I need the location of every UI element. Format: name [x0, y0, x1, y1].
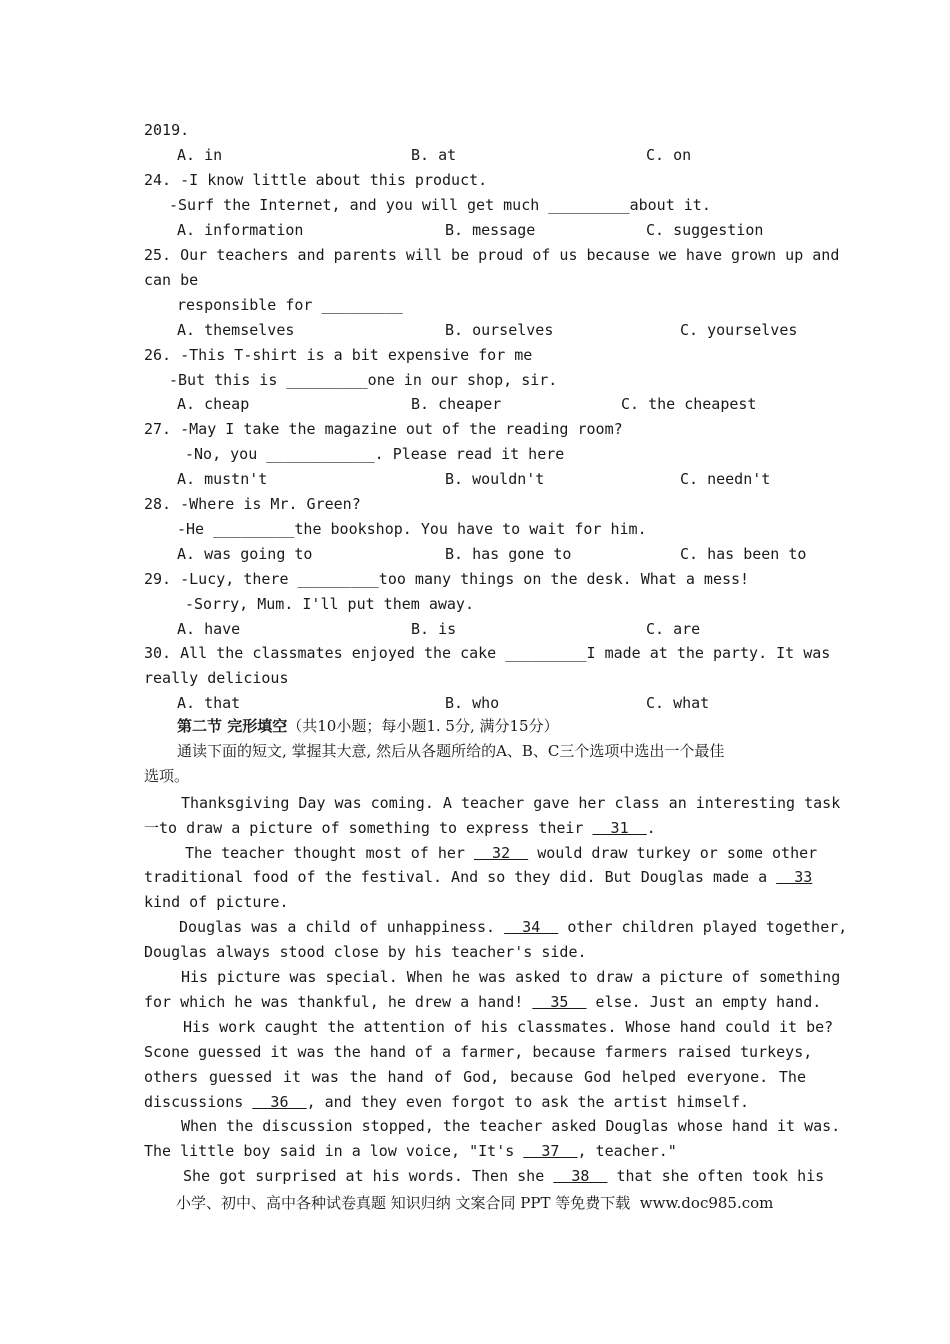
q25-line-1: 25. Our teachers and parents will be proud of us because we have grown up and	[144, 246, 840, 264]
passage-p1-line-2-post: .	[646, 819, 656, 837]
q24-line-2	[169, 196, 711, 214]
q29-line-2: -Sorry, Mum. I'll put them away.	[185, 595, 474, 613]
q28-option-a: A. was going to	[177, 545, 313, 563]
passage-p5-line-2: Scone guessed it was the hand of a farmer, because farmers raised turkeys,	[144, 1043, 813, 1061]
q28-option-b: B. has gone to	[445, 545, 572, 563]
q24-option-c: C. suggestion	[646, 221, 764, 239]
blank-36: 36	[252, 1093, 307, 1111]
passage-p2-line-3: kind of picture.	[144, 893, 289, 911]
q30-line-2: really delicious	[144, 669, 289, 687]
passage-p2-line-1	[185, 844, 817, 862]
q26-option-a: A. cheap	[177, 395, 250, 413]
passage-p5-line-4	[144, 1093, 749, 1111]
q25-option-a: A. themselves	[177, 321, 295, 339]
passage-p7-line-1	[183, 1167, 824, 1185]
passage-p1-line-2-pre: 一to draw a picture of something to express their	[144, 819, 593, 837]
q24-line-1: 24. -I know little about this product.	[144, 171, 488, 189]
q25-option-b: B. ourselves	[445, 321, 554, 339]
blank-37: 37	[523, 1142, 578, 1160]
blank-31: 31	[592, 819, 647, 837]
passage-p4-line-2-post: else. Just an empty hand.	[586, 993, 822, 1011]
q25-option-c: C. yourselves	[680, 321, 798, 339]
q24-blank: _________	[548, 196, 630, 214]
q24-line-2-pre: -Surf the Internet, and you will get much	[169, 196, 549, 214]
q25-line-3: responsible for _________	[177, 296, 403, 314]
q26-option-b: B. cheaper	[411, 395, 502, 413]
passage-p2-line-1-post: would draw turkey or some other	[528, 844, 818, 862]
blank-32: 32	[473, 844, 529, 862]
q28-line-1: 28. -Where is Mr. Green?	[144, 495, 361, 513]
section-2-instruction-2: 选项。	[144, 767, 190, 785]
section-2-heading-line	[177, 717, 559, 735]
q27-line-1: 27. -May I take the magazine out of the reading room?	[144, 420, 623, 438]
q30-option-c: C. what	[646, 694, 710, 712]
q29-line-1: 29. -Lucy, there _________too many things on the desk. What a mess!	[144, 570, 750, 588]
blank-34: 34	[504, 918, 559, 936]
q27-option-a: A. mustn't	[177, 470, 268, 488]
passage-p1-line-2	[144, 819, 656, 837]
blank-35: 35	[532, 993, 587, 1011]
section-2-heading: 第二节 完形填空	[177, 717, 288, 735]
passage-p2-line-1-pre: The teacher thought most of her	[185, 844, 474, 862]
passage-p7-line-1-pre: She got surprised at his words. Then she	[183, 1167, 554, 1185]
passage-p6-line-2-post: , teacher."	[577, 1142, 677, 1160]
q24-line-2-post: about it.	[629, 196, 711, 214]
q30-line-1: 30. All the classmates enjoyed the cake _________I made at the party. It was	[144, 644, 831, 662]
q29-option-a: A. have	[177, 620, 241, 638]
q26-line-1: 26. -This T-shirt is a bit expensive for me	[144, 346, 533, 364]
q23-option-a: A. in	[177, 146, 223, 164]
section-2-note: （共10小题；每小题1. 5分, 满分15分）	[287, 717, 559, 735]
passage-p5-line-4-post: , and they even forgot to ask the artist himself.	[306, 1093, 750, 1111]
passage-p1-line-1: Thanksgiving Day was coming. A teacher gave her class an interesting task	[181, 794, 841, 812]
passage-p2-line-2-pre: traditional food of the festival. And so they did. But Douglas made a	[144, 868, 777, 886]
blank-33: 33	[776, 868, 813, 886]
passage-p6-line-2-pre: The little boy said in a low voice, "It's	[144, 1142, 524, 1160]
blank-38: 38	[553, 1167, 608, 1185]
passage-p4-line-2	[144, 993, 821, 1011]
passage-p5-line-1: His work caught the attention of his classmates. Whose hand could it be?	[183, 1018, 834, 1036]
q29-option-c: C. are	[646, 620, 701, 638]
q26-line-2: -But this is _________one in our shop, sir.	[169, 371, 558, 389]
passage-p2-line-2	[144, 868, 812, 886]
q30-option-b: B. who	[445, 694, 500, 712]
passage-p3-line-2: Douglas always stood close by his teacher's side.	[144, 943, 587, 961]
q27-option-c: C. needn't	[680, 470, 771, 488]
passage-p4-line-2-pre: for which he was thankful, he drew a hand!	[144, 993, 533, 1011]
page-footer: 小学、初中、高中各种试卷真题 知识归纳 文案合同 PPT 等免费下载 www.doc985.com	[176, 1194, 774, 1212]
q23-option-b: B. at	[411, 146, 457, 164]
passage-p5-line-3: others guessed it was the hand of God, because God helped everyone. The	[144, 1068, 806, 1086]
passage-p3-line-1-pre: Douglas was a child of unhappiness.	[179, 918, 505, 936]
passage-p3-line-1	[179, 918, 847, 936]
q28-line-2: -He _________the bookshop. You have to wait for him.	[177, 520, 647, 538]
passage-p7-line-1-post: that she often took his	[607, 1167, 825, 1185]
q23-option-c: C. on	[646, 146, 692, 164]
passage-p6-line-2	[144, 1142, 677, 1160]
passage-p5-line-4-pre: discussions	[144, 1093, 253, 1111]
passage-p4-line-1: His picture was special. When he was asked to draw a picture of something	[181, 968, 841, 986]
q30-option-a: A. that	[177, 694, 241, 712]
q23-continuation: 2019.	[144, 121, 190, 139]
q27-option-b: B. wouldn't	[445, 470, 545, 488]
section-2-instruction-1: 通读下面的短文, 掌握其大意, 然后从各题所给的A、B、C三个选项中选出一个最佳	[177, 742, 725, 760]
q29-option-b: B. is	[411, 620, 457, 638]
q27-line-2: -No, you ____________. Please read it here	[185, 445, 565, 463]
q28-option-c: C. has been to	[680, 545, 807, 563]
q24-option-a: A. information	[177, 221, 304, 239]
q26-option-c: C. the cheapest	[621, 395, 757, 413]
q24-option-b: B. message	[445, 221, 536, 239]
q25-line-2: can be	[144, 271, 199, 289]
passage-p6-line-1: When the discussion stopped, the teacher asked Douglas whose hand it was.	[181, 1117, 841, 1135]
passage-p3-line-1-post: other children played together,	[558, 918, 848, 936]
